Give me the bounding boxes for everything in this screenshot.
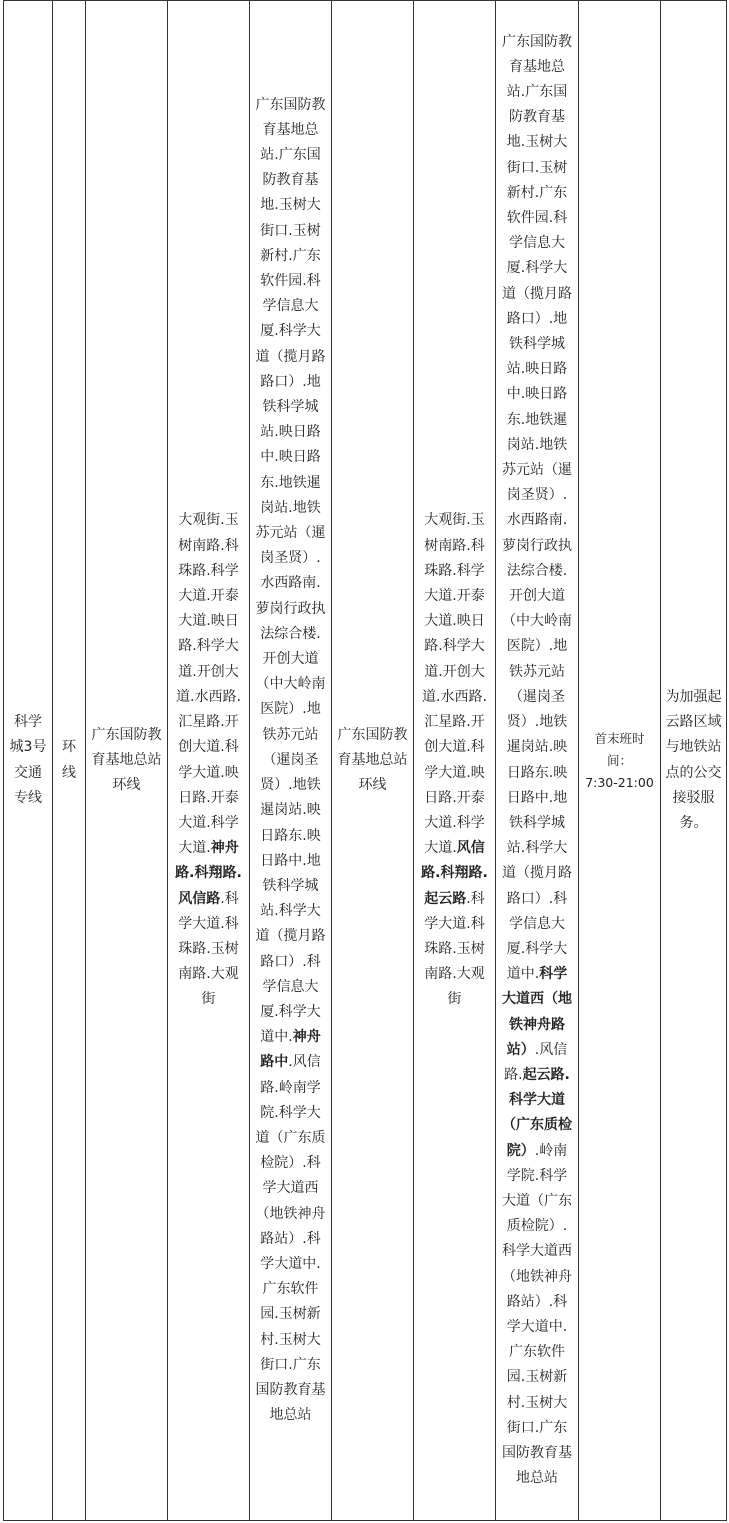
outbound-stops-cell: [250, 1, 332, 1521]
table-row: [4, 1, 727, 1521]
service-hours-value: 7:30-21:00: [585, 774, 654, 790]
bold-segment: 神舟路中: [260, 1029, 321, 1071]
text-segment: 大观街.玉树南路.科珠路.科学大道.开泰大道.映日路.科学大道.开创大道.水西路.汇星路.开创大道.科学大道.映日路.开泰大道.科学大道.: [176, 512, 241, 857]
return-stops-cell: [496, 1, 579, 1521]
end-terminal-cell: 广东国防教育基地总站环线: [332, 1, 414, 1521]
service-hours-cell: [579, 1, 661, 1521]
outbound-route-cell: [168, 1, 250, 1521]
service-hours-label: 首末班时间：: [594, 730, 645, 768]
bold-segment: 风信路.科翔路.起云路: [421, 840, 488, 907]
text-segment: .科学大道.科珠路.玉树南路.大观街: [424, 890, 485, 1008]
route-type-cell: 环线: [53, 1, 86, 1521]
route-name-cell: 科学城3号交通专线: [4, 1, 53, 1521]
bus-route-table: [3, 0, 727, 1521]
remark-cell: 为加强起云路区域与地铁站点的公交接驳服务。: [661, 1, 727, 1521]
text-segment: .科学大道.科珠路.玉树南路.大观街: [178, 890, 239, 1008]
text-segment: 大观街.玉树南路.科珠路.科学大道.开泰大道.映日路.科学大道.开创大道.水西路.汇星路.开创大道.科学大道.映日路.开泰大道.科学大道.: [422, 512, 487, 857]
text-segment: 广东国防教育基地总站.广东国防教育基地.玉树大街口.玉树新村.广东软件园.科学信息大厦.科学大道（揽月路路口）.地铁科学城站.映日路中.映日路东.地铁暹岗站.地铁苏元站（暹岗圣贤）.水西路南.萝岗行政执法综合楼.开创大道（中大岭南医院）.地铁苏元站（暹岗圣贤）.地铁暹岗站.映日路东.映日路中.地铁科学城站.科学大道（揽月路路口）.科学信息大厦.科学大道中.: [255, 96, 326, 1046]
text-segment: .风信路.: [504, 1041, 568, 1083]
text-segment: .风信路.岭南学院.科学大道（广东质检院）.科学大道西（地铁神舟路站）.科学大道中.广东软件园.玉树新村.玉树大街口.广东国防教育基地总站: [255, 1054, 326, 1424]
return-route-cell: [414, 1, 496, 1521]
bold-segment: 起云路.科学大道（广东质检院）: [502, 1066, 572, 1159]
text-segment: .岭南学院.科学大道（广东质检院）.科学大道西（地铁神舟路站）.科学大道中.广东软件园.玉树新村.玉树大街口.广东国防教育基地总站: [502, 1142, 572, 1487]
bold-segment: 科学大道西（地铁神舟路站）: [502, 966, 572, 1058]
start-terminal-cell: 广东国防教育基地总站环线: [86, 1, 168, 1521]
bold-segment: 神舟路.科翔路.风信路: [175, 840, 242, 907]
text-segment: 广东国防教育基地总站.广东国防教育基地.玉树大街口.玉树新村.广东软件园.科学信息大厦.科学大道（揽月路路口）.地铁科学城站.映日路中.映日路东.地铁暹岗站.地铁苏元站（暹岗圣贤）.水西路南.萝岗行政执法综合楼.开创大道（中大岭南医院）.地铁苏元站（暹岗圣贤）.地铁暹岗站.映日路东.映日路中.地铁科学城站.科学大道（揽月路路口）.科学信息大厦.科学大道中.: [502, 33, 572, 983]
